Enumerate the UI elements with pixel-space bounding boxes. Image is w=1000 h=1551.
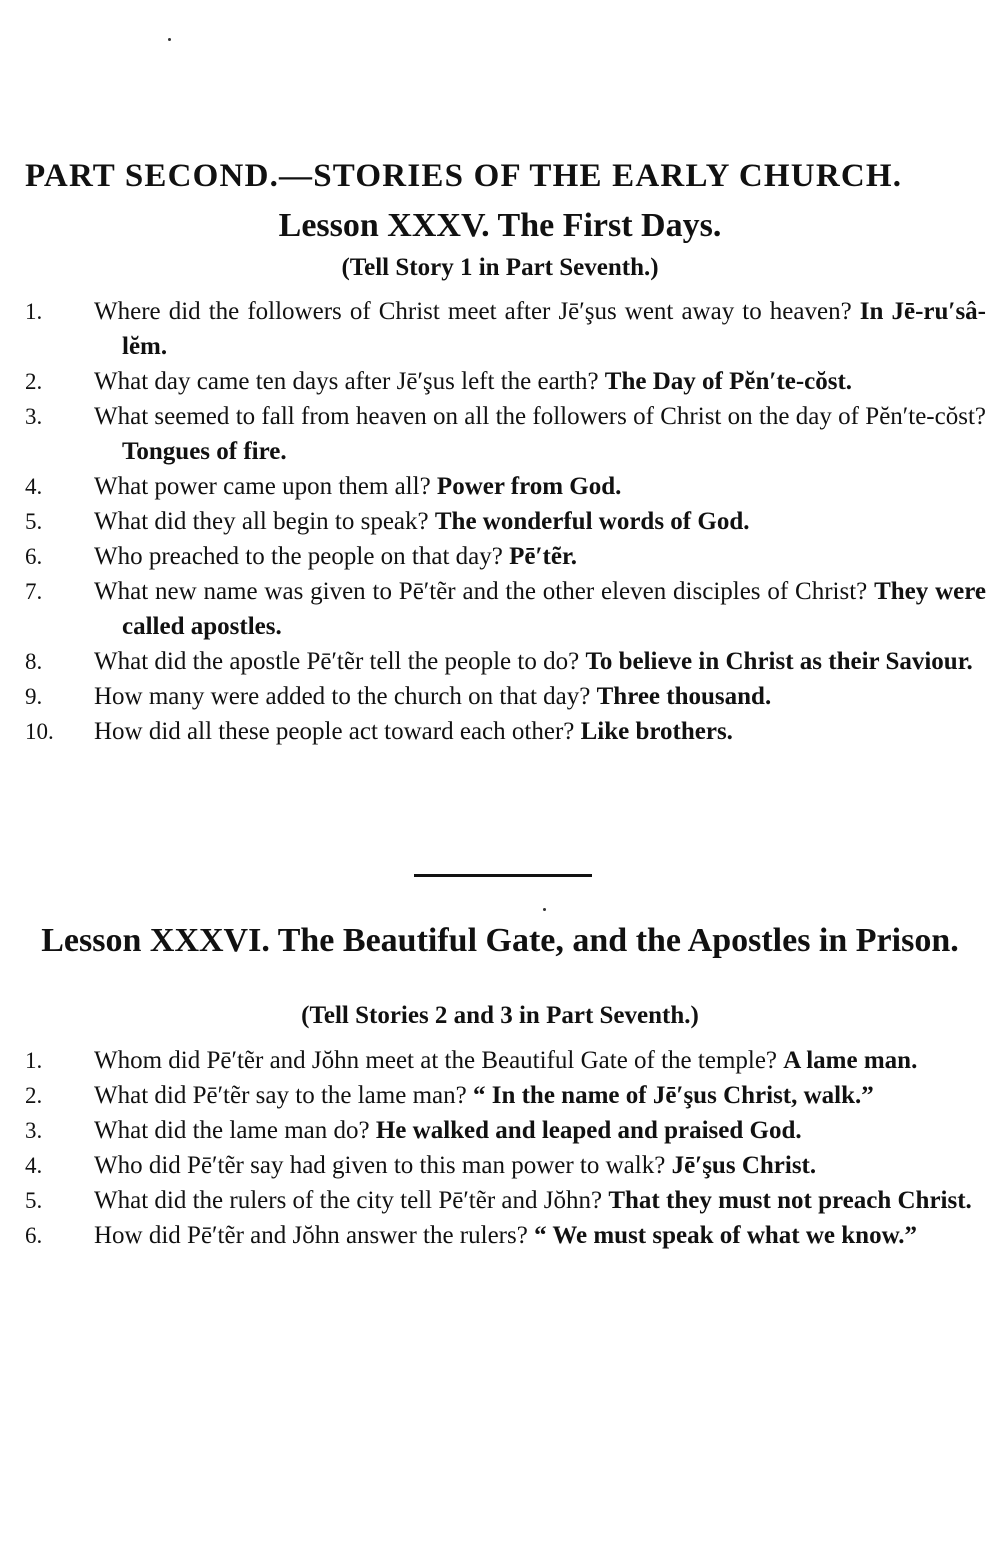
question-text: How many were added to the church on that day? xyxy=(94,683,591,710)
question-item xyxy=(0,399,1000,469)
answer-text: Three thousand. xyxy=(596,683,772,710)
question-item xyxy=(0,679,1000,714)
question-number: 10. xyxy=(25,719,54,744)
question-text: Who preached to the people on that day? xyxy=(94,543,503,570)
lesson-35-title: Lesson XXXV. The First Days. xyxy=(278,207,722,244)
answer-text: He walked and leaped and praised God. xyxy=(375,1117,802,1144)
question-number: 1. xyxy=(25,299,43,324)
question-text: What did the rulers of the city tell Pē′tẽr and Jŏhn? xyxy=(94,1187,603,1214)
question-item xyxy=(0,294,1000,364)
lesson-36-title: Lesson XXXVI. The Beautiful Gate, and the Apostles in Prison. xyxy=(41,922,959,959)
question-number: 3. xyxy=(25,404,43,429)
question-item xyxy=(0,364,1000,399)
answer-text: Jē′şus Christ. xyxy=(671,1152,817,1179)
question-item xyxy=(0,539,1000,574)
question-item xyxy=(0,644,1000,679)
lesson-36-questions xyxy=(0,1043,1000,1253)
question-number: 7. xyxy=(25,579,43,604)
question-item xyxy=(0,1043,1000,1078)
answer-text: “ We must speak of what we know.” xyxy=(534,1222,918,1249)
question-item xyxy=(0,504,1000,539)
print-speck xyxy=(543,908,546,911)
answer-text: The wonderful words of God. xyxy=(434,508,750,535)
question-text: What power came upon them all? xyxy=(94,473,431,500)
question-text: What seemed to fall from heaven on all the followers of Christ on the day of Pĕn′te-cŏst? xyxy=(94,403,986,430)
section-divider xyxy=(414,874,592,877)
question-number: 8. xyxy=(25,649,43,674)
answer-text: The Day of Pĕn′te-cŏst. xyxy=(604,368,853,395)
answer-text: Pē′tẽr. xyxy=(509,543,577,570)
question-text: What new name was given to Pē′tẽr and the other eleven disciples of Christ? xyxy=(94,578,868,605)
question-number: 2. xyxy=(25,1083,43,1108)
answer-text: That they must not preach Christ. xyxy=(608,1187,972,1214)
question-number: 5. xyxy=(25,509,43,534)
question-number: 1. xyxy=(25,1048,43,1073)
answer-text: To believe in Christ as their Saviour. xyxy=(585,648,973,675)
question-text: What day came ten days after Jē′şus left the earth? xyxy=(94,368,599,395)
answer-text: A lame man. xyxy=(783,1047,918,1074)
question-number: 6. xyxy=(25,1223,43,1248)
answer-text: In Jē-ru′sâ-lĕm. xyxy=(122,298,986,360)
question-text: How did all these people act toward each other? xyxy=(94,718,575,745)
lesson-36-subtitle: (Tell Stories 2 and 3 in Part Seventh.) xyxy=(301,1002,699,1029)
question-text: Where did the followers of Christ meet after Jē′şus went away to heaven? xyxy=(94,298,852,325)
question-text: What did the apostle Pē′tẽr tell the people to do? xyxy=(94,648,580,675)
question-number: 5. xyxy=(25,1188,43,1213)
question-text: Who did Pē′tẽr say had given to this man power to walk? xyxy=(94,1152,666,1179)
answer-text: Like brothers. xyxy=(580,718,733,745)
question-number: 6. xyxy=(25,544,43,569)
question-item xyxy=(0,1078,1000,1113)
answer-text: “ In the name of Jē′şus Christ, walk.” xyxy=(472,1082,874,1109)
question-item xyxy=(0,714,1000,749)
question-item xyxy=(0,574,1000,644)
question-number: 2. xyxy=(25,369,43,394)
question-item xyxy=(0,469,1000,504)
question-text: Whom did Pē′tẽr and Jŏhn meet at the Beautiful Gate of the temple? xyxy=(94,1047,778,1074)
answer-text: They were called apostles. xyxy=(122,578,986,640)
question-text: What did Pē′tẽr say to the lame man? xyxy=(94,1082,467,1109)
question-text: How did Pē′tẽr and Jŏhn answer the rulers? xyxy=(94,1222,528,1249)
question-item xyxy=(0,1113,1000,1148)
question-text: What did the lame man do? xyxy=(94,1117,370,1144)
question-item xyxy=(0,1218,1000,1253)
print-speck xyxy=(168,38,171,41)
part-title: PART SECOND.—STORIES OF THE EARLY CHURCH. xyxy=(25,158,903,194)
question-number: 4. xyxy=(25,1153,43,1178)
question-item xyxy=(0,1183,1000,1218)
question-number: 9. xyxy=(25,684,43,709)
lesson-35-questions xyxy=(0,294,1000,749)
question-item xyxy=(0,1148,1000,1183)
question-number: 4. xyxy=(25,474,43,499)
answer-text: Power from God. xyxy=(436,473,622,500)
answer-text: Tongues of fire. xyxy=(122,438,287,465)
lesson-35-subtitle: (Tell Story 1 in Part Seventh.) xyxy=(341,254,659,281)
question-number: 3. xyxy=(25,1118,43,1143)
question-text: What did they all begin to speak? xyxy=(94,508,429,535)
